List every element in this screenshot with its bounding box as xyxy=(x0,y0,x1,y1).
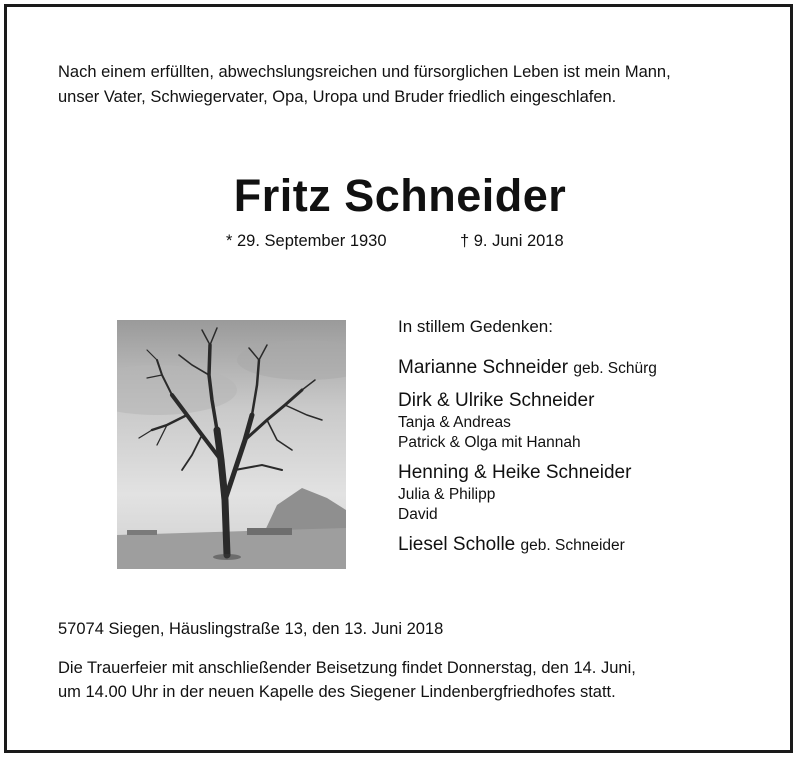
mourner-relative: Julia & Philipp xyxy=(398,486,496,503)
funeral-line: Die Trauerfeier mit anschließender Beisetzung findet Donnerstag, den 14. Juni, xyxy=(58,659,636,677)
intro-line: Nach einem erfüllten, abwechslungsreichen und fürsorglichen Leben ist mein Mann, xyxy=(58,63,671,81)
mourner-relative: David xyxy=(398,506,438,523)
mourners-list xyxy=(398,314,778,566)
mourner-name-line xyxy=(398,356,778,381)
mourner-note: geb. Schneider xyxy=(520,537,625,554)
mourners-heading: In stillem Gedenken: xyxy=(398,317,553,336)
address-date-line: 57074 Siegen, Häuslingstraße 13, den 13. Juni 2018 xyxy=(58,620,444,638)
mourner-relative: Patrick & Olga mit Hannah xyxy=(398,434,581,451)
mourner-relative: Tanja & Andreas xyxy=(398,414,511,431)
mourner-name-line xyxy=(398,533,778,558)
intro-text xyxy=(58,60,778,110)
death-date: † 9. Juni 2018 xyxy=(460,232,564,250)
mourner-name: Liesel Scholle xyxy=(398,534,516,555)
mourner-name: Henning & Heike Schneider xyxy=(398,462,632,483)
tree-photo xyxy=(117,320,346,569)
tree-photo-graphic xyxy=(117,320,346,569)
mourner-entry xyxy=(398,461,778,525)
funeral-line: um 14.00 Uhr in der neuen Kapelle des Siegener Lindenbergfriedhofes statt. xyxy=(58,683,616,701)
mourner-entry xyxy=(398,389,778,453)
mourner-name: Dirk & Ulrike Schneider xyxy=(398,390,595,411)
mourner-note: geb. Schürg xyxy=(573,360,657,377)
funeral-info xyxy=(58,656,778,704)
mourner-entry xyxy=(398,356,778,381)
mourner-name: Marianne Schneider xyxy=(398,357,569,378)
mourner-name-line xyxy=(398,461,778,485)
deceased-name: Fritz Schneider xyxy=(233,170,567,221)
mourner-name-line xyxy=(398,389,778,413)
intro-line: unser Vater, Schwiegervater, Opa, Uropa und Bruder friedlich eingeschlafen. xyxy=(58,88,617,106)
mourner-entry xyxy=(398,533,778,558)
birth-date: * 29. September 1930 xyxy=(226,232,387,250)
